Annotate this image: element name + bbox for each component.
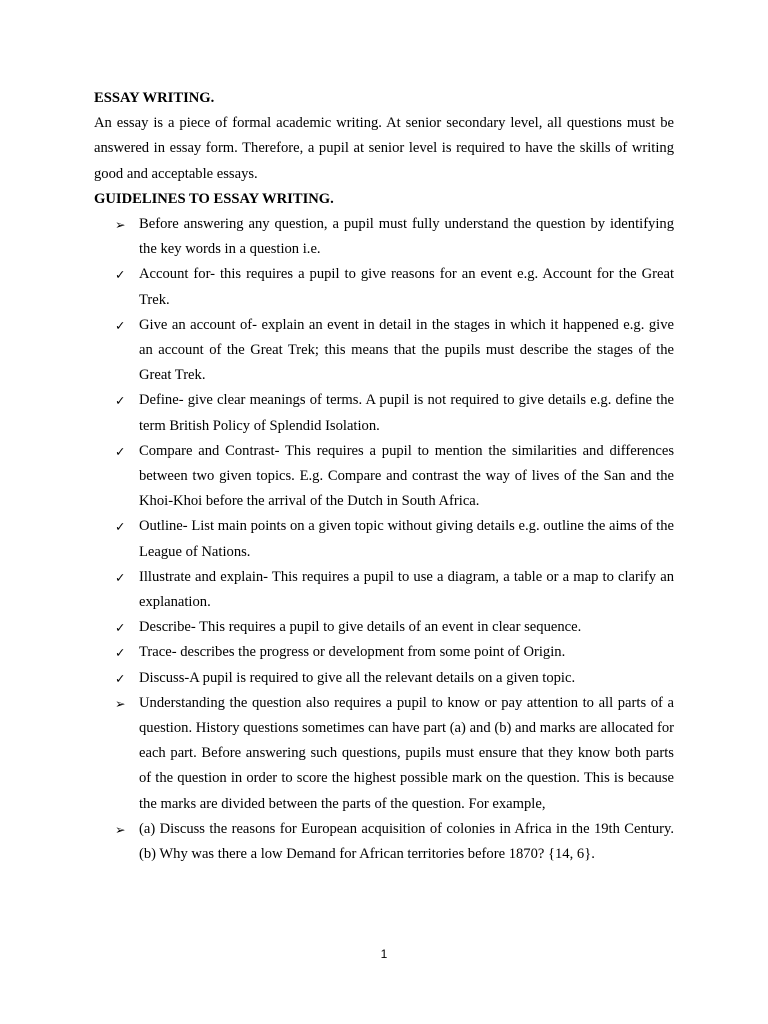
list-item-text: Illustrate and explain- This requires a pupil to use a diagram, a table or a map to clarify an explanation. xyxy=(139,568,674,611)
arrow-bullet-icon: ➢ xyxy=(115,821,126,837)
list-item-text: Trace- describes the progress or development from some point of Origin. xyxy=(139,644,566,661)
list-item-text: Before answering any question, a pupil must fully understand the question by identifying the key words in a question i.e. xyxy=(139,216,674,258)
list-item-text: Define- give clear meanings of terms. A pupil is not required to give details e.g. define the term British Policy of Splendid Isolation. xyxy=(139,392,674,434)
document-body xyxy=(94,86,674,867)
checkmark-bullet-icon: ✓ xyxy=(115,620,126,636)
list-item-text: Compare and Contrast- This requires a pupil to mention the similarities and differences between two given topics. E.g. Compare and contrast the way of lives of the San and the Khoi-Khoi before the arrival of the Dutch in South Africa. xyxy=(139,442,674,510)
list-item xyxy=(94,640,674,665)
checkmark-bullet-icon: ✓ xyxy=(115,645,126,661)
list-item xyxy=(94,212,674,262)
page-title: ESSAY WRITING. xyxy=(94,90,215,106)
list-item-text: Account for- this requires a pupil to give reasons for an event e.g. Account for the Great Trek. xyxy=(139,266,674,308)
list-item-text: Describe- This requires a pupil to give details of an event in clear sequence. xyxy=(139,619,582,636)
checkmark-bullet-icon: ✓ xyxy=(115,519,126,535)
list-item xyxy=(94,439,674,515)
list-item xyxy=(94,313,674,389)
checkmark-bullet-icon: ✓ xyxy=(115,267,126,283)
list-item xyxy=(94,817,674,867)
list-item xyxy=(94,666,674,691)
arrow-bullet-icon: ➢ xyxy=(115,217,126,233)
checkmark-bullet-icon: ✓ xyxy=(115,443,126,459)
list-item xyxy=(94,615,674,640)
list-item xyxy=(94,262,674,312)
guidelines-list xyxy=(94,212,674,867)
arrow-bullet-icon: ➢ xyxy=(115,695,126,711)
list-item-text: Understanding the question also requires a pupil to know or pay attention to all parts of a question. History questions sometimes can have part (a) and (b) and marks are allocated for each part. Before answering such questions, pupils must ensure that they know both parts of the question in order to score the highest possible mark on the question. This is because the marks are divided between the parts of the question. For example, xyxy=(139,694,674,812)
checkmark-bullet-icon: ✓ xyxy=(115,393,126,409)
page-number: 1 xyxy=(380,947,388,961)
list-item xyxy=(94,388,674,438)
checkmark-bullet-icon: ✓ xyxy=(115,317,126,333)
guidelines-heading: GUIDELINES TO ESSAY WRITING. xyxy=(94,190,334,207)
list-item-text: Give an account of- explain an event in detail in the stages in which it happened e.g. give an account of the Great Trek; this means that the pupils must describe the stages of the Great Trek. xyxy=(139,316,674,384)
list-item-text: Outline- List main points on a given topic without giving details e.g. outline the aims of the League of Nations. xyxy=(139,518,674,560)
list-item xyxy=(94,514,674,564)
list-item-text: (a) Discuss the reasons for European acquisition of colonies in Africa in the 19th Century. (b) Why was there a low Demand for African territories before 1870? {14, 6}. xyxy=(139,820,674,863)
intro-paragraph: An essay is a piece of formal academic writing. At senior secondary level, all questions must be answered in essay form. Therefore, a pupil at senior level is required to have the skills of writing good and acceptable essays. xyxy=(94,115,674,182)
list-item xyxy=(94,565,674,615)
list-item xyxy=(94,691,674,817)
checkmark-bullet-icon: ✓ xyxy=(115,670,126,686)
list-item-text: Discuss-A pupil is required to give all the relevant details on a given topic. xyxy=(139,669,576,686)
checkmark-bullet-icon: ✓ xyxy=(115,569,126,585)
